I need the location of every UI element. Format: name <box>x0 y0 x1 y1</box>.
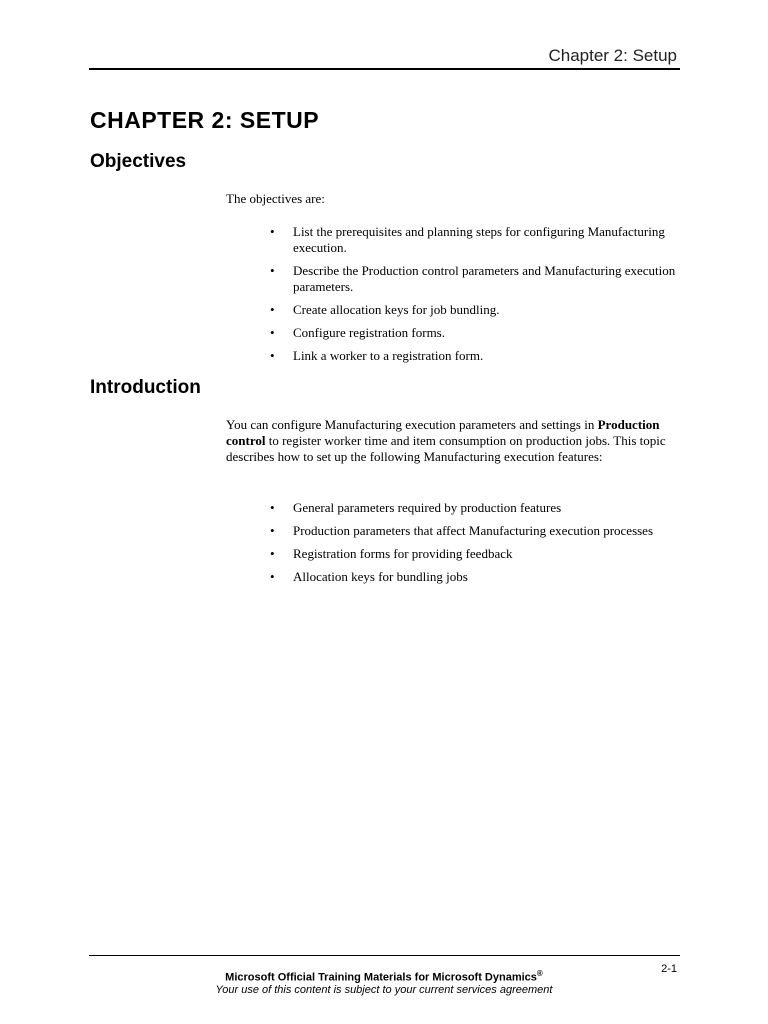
list-item: • Registration forms for providing feedback <box>226 546 681 562</box>
header-rule <box>89 68 680 70</box>
footer-notice: Your use of this content is subject to your current services agreement <box>215 984 553 996</box>
introduction-text-start: You can configure Manufacturing execution parameters and settings in <box>226 417 598 432</box>
list-item: • List the prerequisites and planning steps for configuring Manufacturing execution. <box>226 224 681 256</box>
running-head: Chapter 2: Setup <box>548 46 677 65</box>
list-item: • Configure registration forms. <box>226 325 681 341</box>
objectives-intro: The objectives are: <box>226 191 325 206</box>
footer-rule <box>89 955 680 956</box>
list-item: • Link a worker to a registration form. <box>226 348 681 364</box>
objectives-heading: Objectives <box>90 151 187 172</box>
chapter-title: CHAPTER 2: SETUP <box>90 107 320 133</box>
list-item: • Describe the Production control parameters and Manufacturing execution parameters. <box>226 263 681 295</box>
introduction-heading: Introduction <box>90 377 201 398</box>
footer-title <box>0 969 768 984</box>
features-list <box>226 500 681 592</box>
list-item: • General parameters required by production features <box>226 500 681 516</box>
list-item: • Create allocation keys for job bundling. <box>226 302 681 318</box>
page-number: 2-1 <box>661 963 677 975</box>
registered-mark: ® <box>536 969 543 978</box>
production-control-term: Production control <box>226 417 660 448</box>
introduction-text-end: to register worker time and item consumption on production jobs. This topic describes how to set up the following Manufacturing execution features: <box>226 433 666 464</box>
list-item: • Production parameters that affect Manufacturing execution processes <box>226 523 681 539</box>
footer-title-text: Microsoft Official Training Materials for Microsoft Dynamics <box>225 971 537 984</box>
introduction-paragraph <box>226 417 681 465</box>
list-item: • Allocation keys for bundling jobs <box>226 569 681 585</box>
objectives-list <box>226 224 681 371</box>
